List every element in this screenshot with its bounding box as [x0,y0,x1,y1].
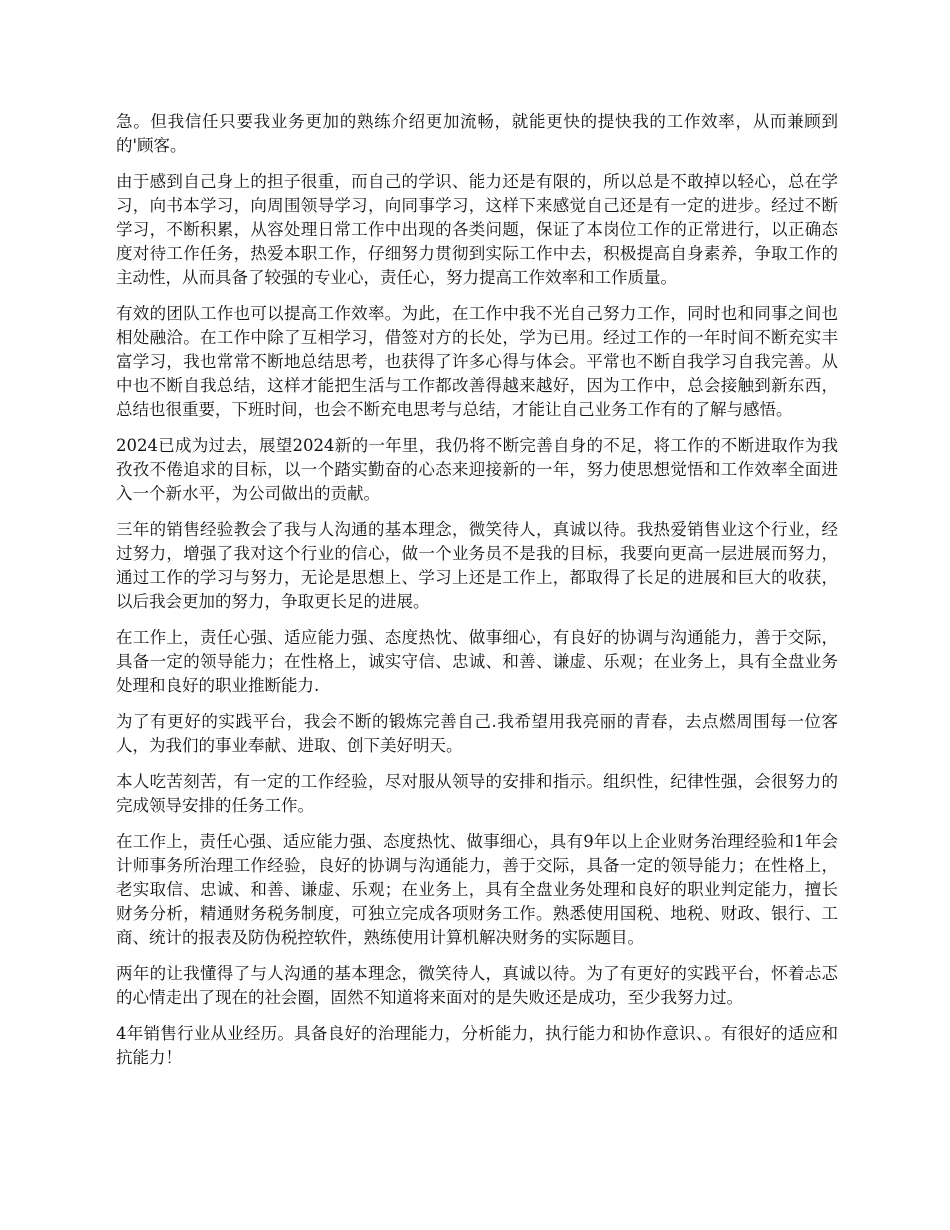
document-page [116,110,838,1082]
paragraph-9: 在工作上，责任心强、适应能力强、态度热忱、做事细心，具有9年以上企业财务治理经验和1年会计师事务所治理工作经验，良好的协调与沟通能力，善于交际，具备一定的领导能力；在性格上，老实取信、忠诚、和善、谦虚、乐观；在业务上，具有全盘业务处理和良好的职业判定能力，擅长财务分析，精通财务税务制度，可独立完成各项财务工作。熟悉使用国税、地税、财政、银行、工商、统计的报表及防伪税控软件，熟练使用计算机解决财务的实际题目。 [116,832,838,947]
paragraph-1: 急。但我信任只要我业务更加的熟练介绍更加流畅，就能更快的提快我的工作效率，从而兼顾到的'顾客。 [116,112,838,155]
paragraph-7: 为了有更好的实践平台，我会不断的锻炼完善自己.我希望用我亮丽的青春，去点燃周围每一位客人，为我们的事业奉献、进取、创下美好明天。 [116,712,838,755]
paragraph-10: 两年的让我懂得了与人沟通的基本理念，微笑待人，真诚以待。为了有更好的实践平台，怀着忐忑的心情走出了现在的社会圈，固然不知道将来面对的是失败还是成功，至少我努力过。 [116,964,838,1007]
paragraph-3: 有效的团队工作也可以提高工作效率。为此，在工作中我不光自己努力工作，同时也和同事之间也相处融洽。在工作中除了互相学习，借签对方的长处，学为已用。经过工作的一年时间不断充实丰富学习，我也常常不断地总结思考，也获得了许多心得与体会。平常也不断自我学习自我完善。从中也不断自我总结，这样才能把生活与工作都改善得越来越好，因为工作中，总会接触到新东西，总结也很重要，下班时间，也会不断充电思考与总结，才能让自己业务工作有的了解与感悟。 [116,304,838,419]
paragraph-4: 2024已成为过去，展望2024新的一年里，我仍将不断完善自身的不足，将工作的不断进取作为我孜孜不倦追求的目标，以一个踏实勤奋的心态来迎接新的一年，努力使思想觉悟和工作效率全面进入一个新水平，为公司做出的贡献。 [116,436,838,503]
paragraph-6: 在工作上，责任心强、适应能力强、态度热忱、做事细心，有良好的协调与沟通能力，善于交际，具备一定的领导能力；在性格上，诚实守信、忠诚、和善、谦虚、乐观；在业务上，具有全盘业务处理和良好的职业推断能力. [116,628,838,695]
paragraph-2: 由于感到自己身上的担子很重，而自己的学识、能力还是有限的，所以总是不敢掉以轻心，总在学习，向书本学习，向周围领导学习，向同事学习，这样下来感觉自己还是有一定的进步。经过不断学习，不断积累，从容处理日常工作中出现的各类问题，保证了本岗位工作的正常进行，以正确态度对待工作任务，热爱本职工作，仔细努力贯彻到实际工作中去，积极提高自身素养，争取工作的主动性，从而具备了较强的专业心，责任心，努力提高工作效率和工作质量。 [116,172,838,287]
paragraph-8: 本人吃苦刻苦，有一定的工作经验，尽对服从领导的安排和指示。组织性，纪律性强，会很努力的完成领导安排的任务工作。 [116,772,838,815]
paragraph-5: 三年的销售经验教会了我与人沟通的基本理念，微笑待人，真诚以待。我热爱销售业这个行业，经过努力，增强了我对这个行业的信心，做一个业务员不是我的目标，我要向更高一层进展而努力，通过工作的学习与努力，无论是思想上、学习上还是工作上，都取得了长足的进展和巨大的收获，以后我会更加的努力，争取更长足的进展。 [116,520,838,611]
paragraph-11: 4年销售行业从业经历。具备良好的治理能力，分析能力，执行能力和协作意识、。有很好的适应和抗能力！ [116,1024,838,1067]
